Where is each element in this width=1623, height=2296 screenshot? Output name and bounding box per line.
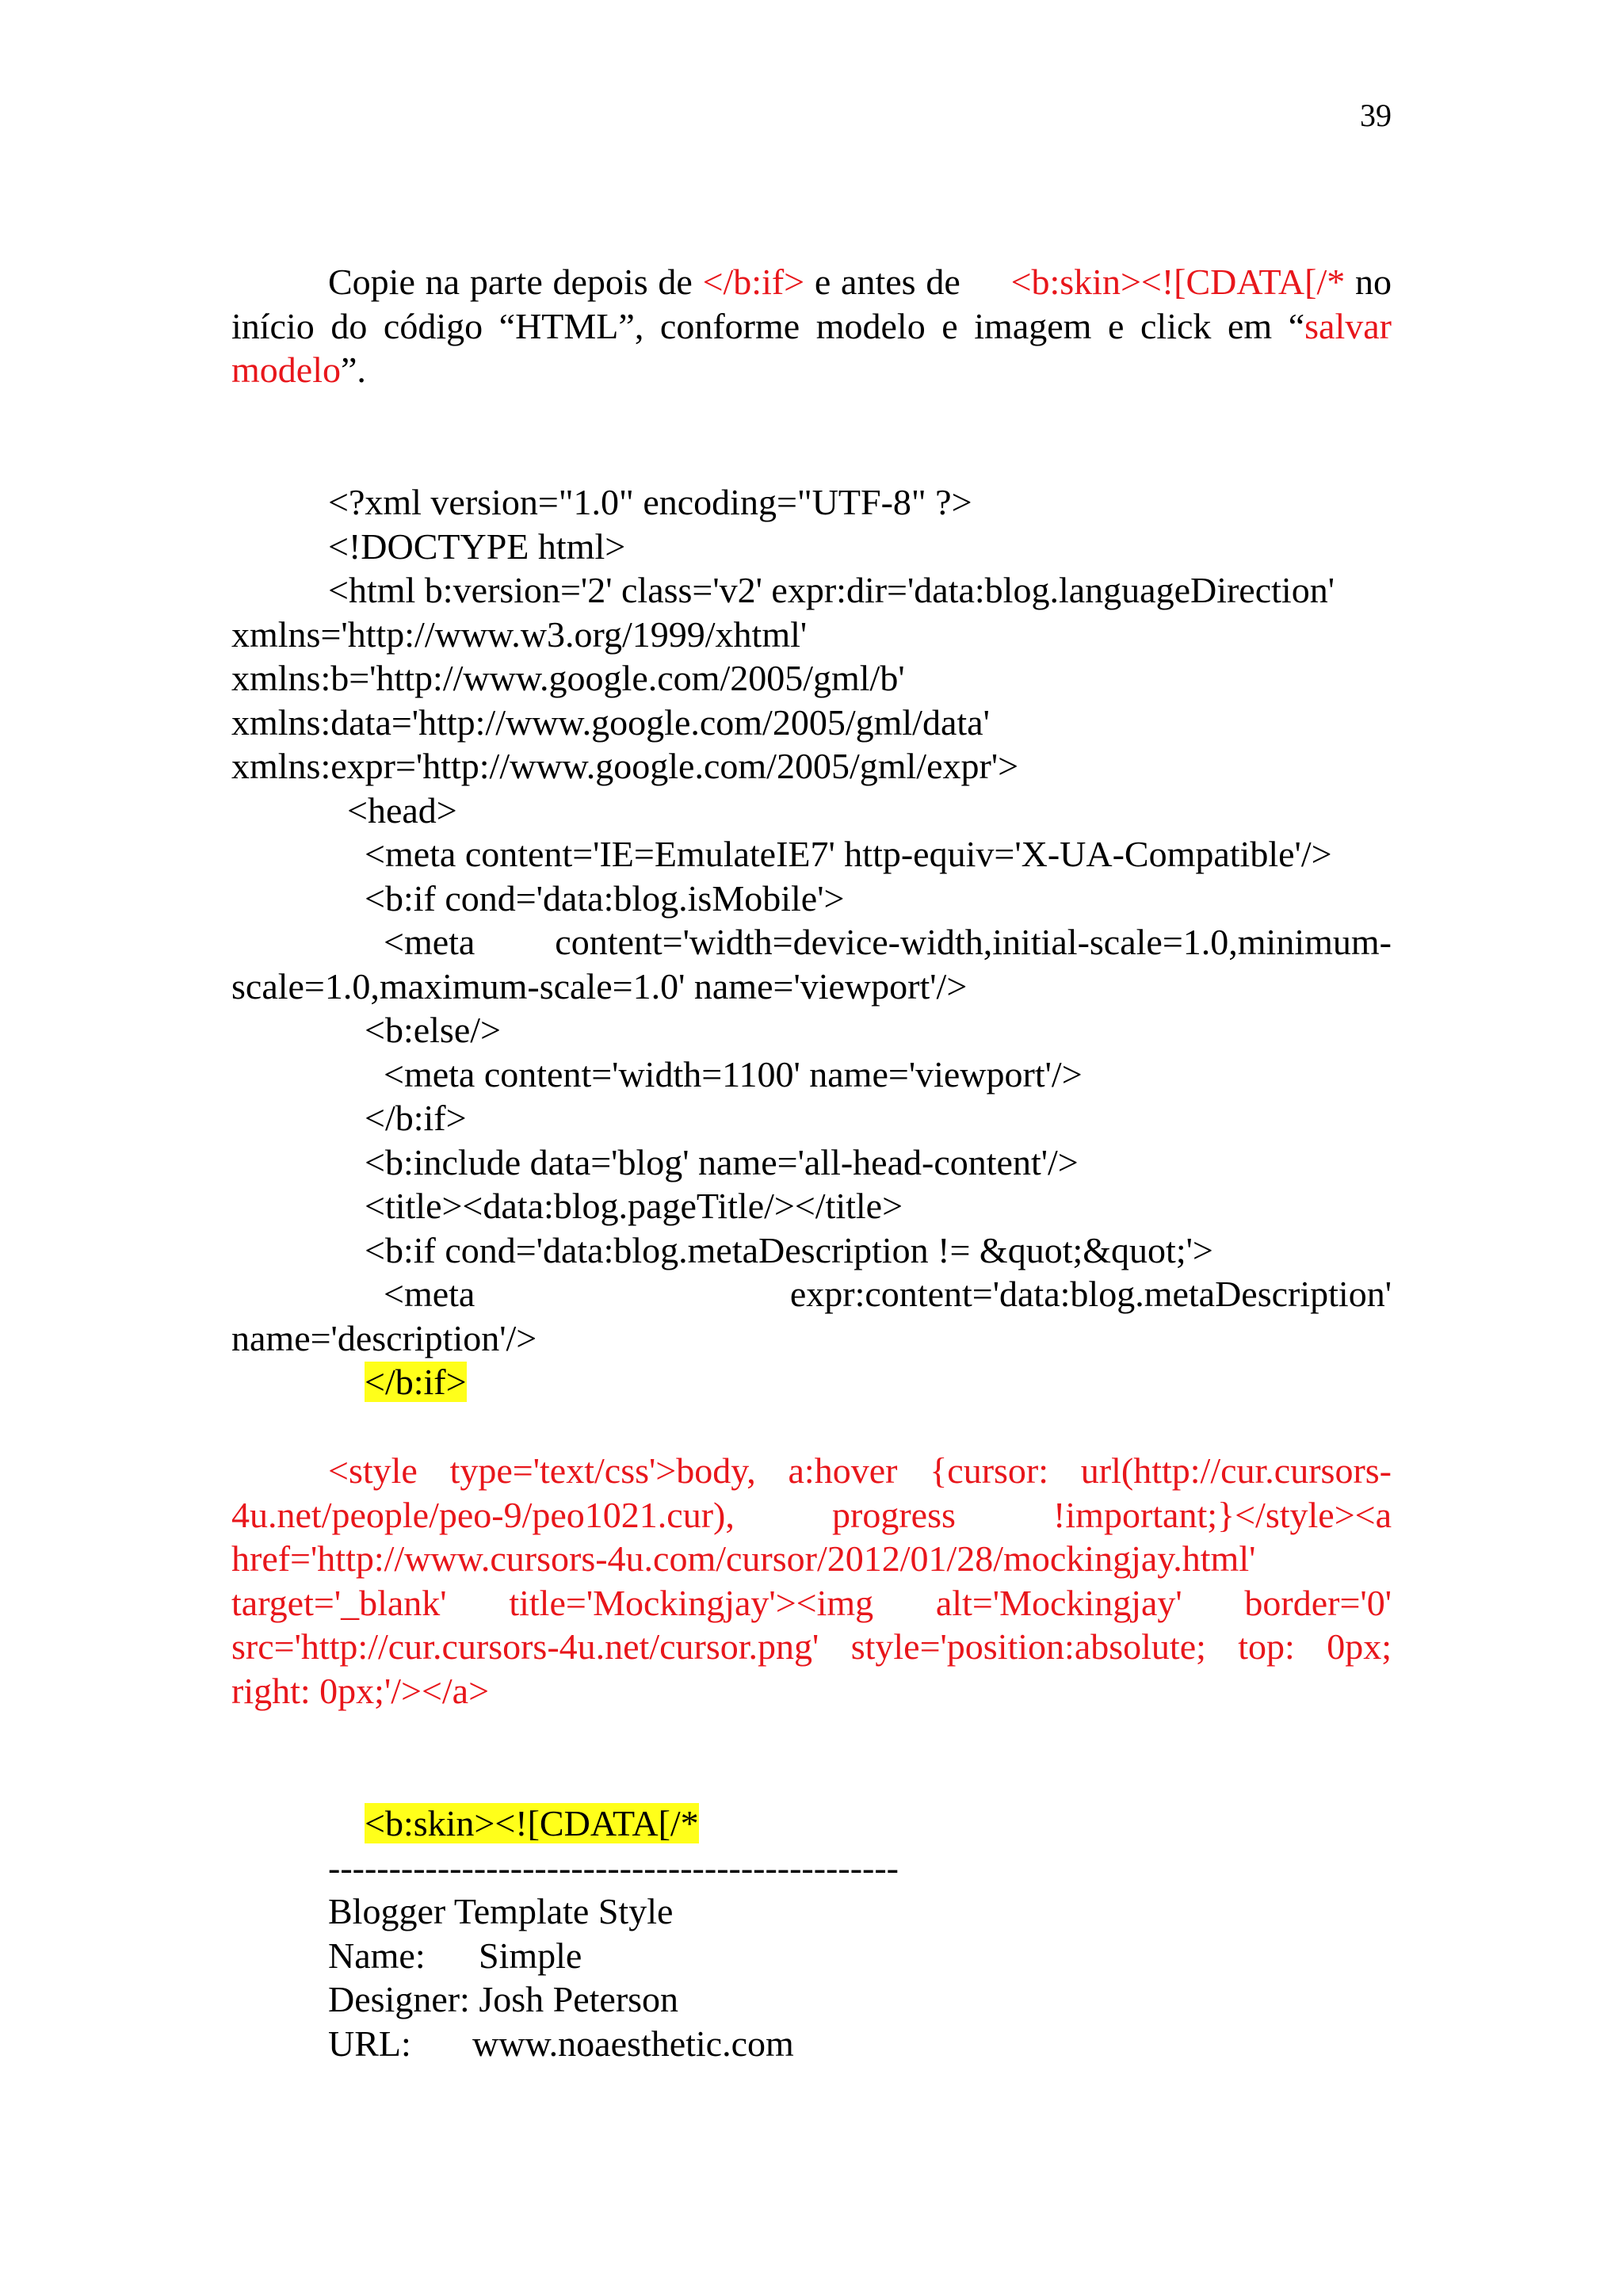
page-number: 39 <box>1360 97 1392 133</box>
intro-text-4: ”. <box>340 350 366 390</box>
code-line-title: <title><data:blog.pageTitle/></title> <box>365 1186 903 1226</box>
code-listing <box>231 480 1392 1404</box>
code-line-xmlns-expr: xmlns:expr='http://www.google.com/2005/gml/expr'> <box>231 746 1019 786</box>
skin-tag-highlight: <b:skin><![CDATA[/* <box>1010 262 1346 302</box>
code-line-doctype: <!DOCTYPE html> <box>328 525 626 567</box>
highlighted-skin-tag: <b:skin><![CDATA[/* <box>365 1803 699 1843</box>
skin-divider: ----------------------------------------------- <box>328 1847 899 1888</box>
code-token: <meta <box>384 1274 475 1314</box>
code-line-xmlns-b: xmlns:b='http://www.google.com/2005/gml/b' <box>231 658 905 698</box>
code-line-xmlns: xmlns='http://www.w3.org/1999/xhtml' <box>231 613 808 655</box>
code-line-if-meta-desc: <b:if cond='data:blog.metaDescription != &quot;&quot;'> <box>365 1229 1213 1270</box>
intro-paragraph <box>231 260 1392 392</box>
style-snippet-paragraph <box>231 1449 1392 1713</box>
code-line-include-head: <b:include data='blog' name='all-head-content'/> <box>365 1141 1079 1182</box>
skin-block <box>231 1801 1392 2065</box>
code-line-meta-viewport-mobile-cont: scale=1.0,maximum-scale=1.0' name='viewport'/> <box>231 965 968 1007</box>
skin-name-label: Name: <box>328 1935 426 1976</box>
intro-text-2: e antes de <box>804 262 971 302</box>
intro-text-1: Copie na parte depois de <box>328 262 703 302</box>
code-line-xmlns-data: xmlns:data='http://www.google.com/2005/gml/data' <box>231 701 990 743</box>
code-line-meta-viewport-desktop: <meta content='width=1100' name='viewport'/> <box>384 1053 1083 1095</box>
skin-open-line <box>231 1801 1392 1846</box>
code-line-html-open: <html b:version='2' class='v2' expr:dir='data:blog.languageDirection' <box>328 570 1335 610</box>
code-token: expr:content='data:blog.metaDescription' <box>789 1274 1392 1314</box>
end-if-tag-highlight: </b:if> <box>702 262 805 302</box>
skin-url-label: URL: <box>328 2023 411 2064</box>
skin-name-line <box>231 1934 1392 1978</box>
code-token: content='width=device-width,initial-scale=1.0,minimum- <box>555 922 1392 962</box>
skin-name-value: Simple <box>479 1935 582 1976</box>
code-line-meta-desc-cont: name='description'/> <box>231 1317 537 1358</box>
code-line-else: <b:else/> <box>365 1010 501 1050</box>
skin-title: Blogger Template Style <box>328 1891 674 1931</box>
code-line-meta-compat: <meta content='IE=EmulateIE7' http-equiv='X-UA-Compatible'/> <box>365 834 1332 874</box>
intro-text-3: no início do código “HTML”, conforme modelo e imagem e click em “ <box>231 262 1392 346</box>
code-line-meta-viewport-mobile <box>231 920 1392 965</box>
code-line-if-mobile: <b:if cond='data:blog.isMobile'> <box>365 877 845 919</box>
skin-url-value: www.noaesthetic.com <box>472 2023 794 2064</box>
code-line-end-if: </b:if> <box>365 1098 467 1138</box>
code-token: <meta <box>384 922 475 962</box>
code-line-xml: <?xml version="1.0" encoding="UTF-8" ?> <box>328 482 972 522</box>
code-line-meta-desc <box>231 1272 1392 1316</box>
salvar-modelo-text: salvar modelo <box>231 305 1392 390</box>
skin-designer: Designer: Josh Peterson <box>328 1979 679 2019</box>
highlighted-end-if: </b:if> <box>365 1362 467 1402</box>
skin-url-line <box>231 2022 1392 2066</box>
style-snippet-text: <style type='text/css'>body, a:hover {cursor: url(http://cur.cursors-4u.net/people/peo-9/peo1021.cur), progress !important;}</style><a href='http://www.cursors-4u.com/cursor/2012/01/28/mockingjay.html' target='_blank' title='Mockingjay'><img alt='Mockingjay' border='0' src='http://cur.cursors-4u.net/cursor.png' style='position:absolute; top: 0px; right: 0px;'/></a> <box>231 1450 1392 1711</box>
code-line-end-if-highlighted <box>231 1360 1392 1404</box>
code-line-head: <head> <box>347 789 457 831</box>
